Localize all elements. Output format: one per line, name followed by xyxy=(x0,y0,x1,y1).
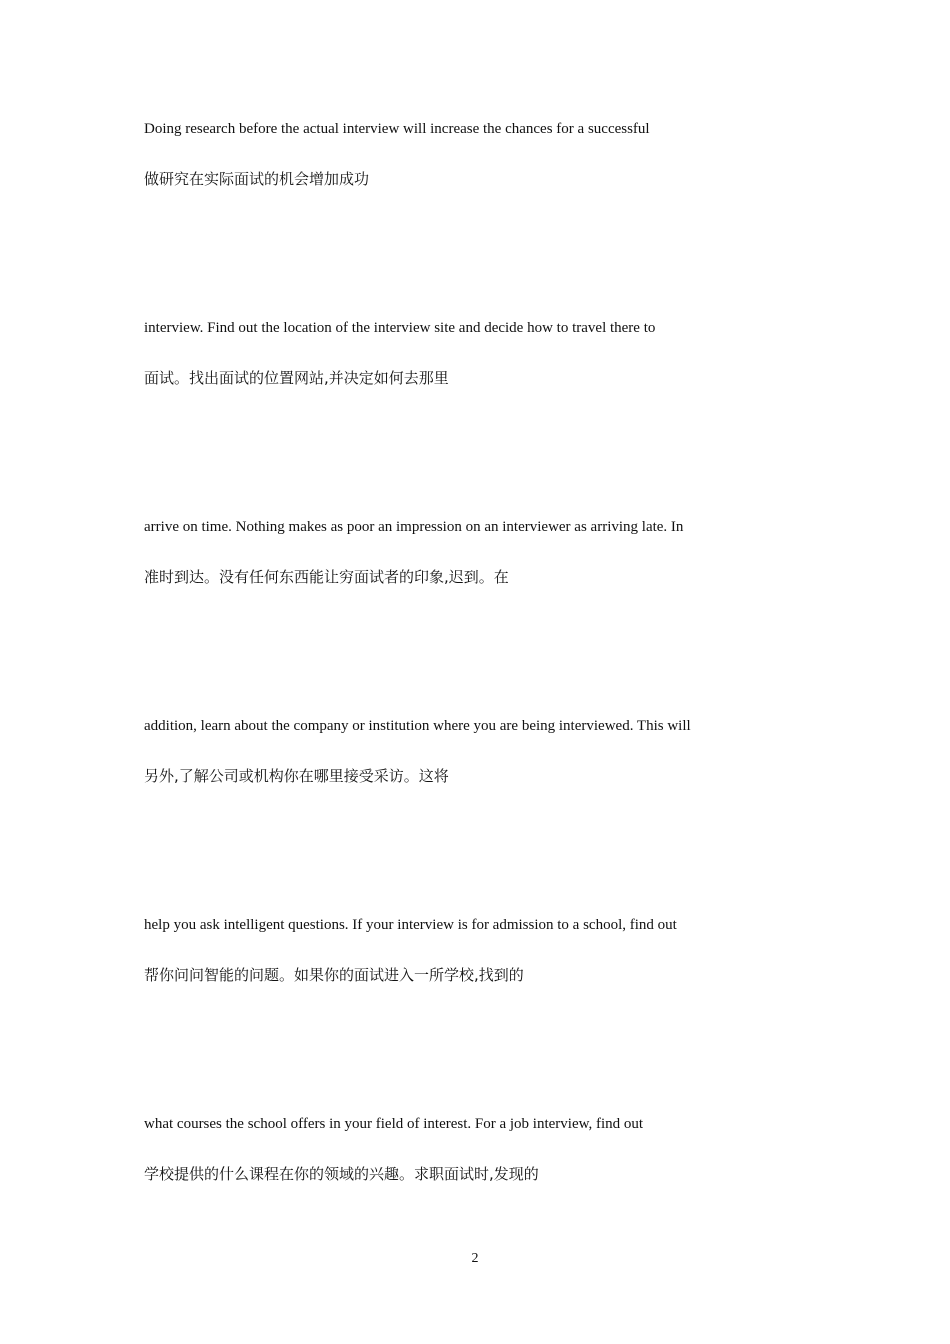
chinese-line-2: 面试。找出面试的位置网站,并决定如何去那里 xyxy=(144,369,449,387)
page-number: 2 xyxy=(471,1251,479,1266)
english-line-2: interview. Find out the location of the interview site and decide how to travel there to xyxy=(144,320,656,336)
chinese-line-4: 另外,了解公司或机构你在哪里接受采访。这将 xyxy=(144,767,449,785)
chinese-line-1: 做研究在实际面试的机会增加成功 xyxy=(144,170,370,188)
chinese-line-5: 帮你问问智能的问题。如果你的面试进入一所学校,找到的 xyxy=(144,966,524,984)
chinese-line-3: 准时到达。没有任何东西能让穷面试者的印象,迟到。在 xyxy=(144,568,509,586)
english-line-5: help you ask intelligent questions. If your interview is for admission to a school, find out xyxy=(144,917,677,933)
chinese-line-6: 学校提供的什么课程在你的领域的兴趣。求职面试时,发现的 xyxy=(144,1165,539,1183)
english-line-4: addition, learn about the company or institution where you are being interviewed. This will xyxy=(144,718,691,734)
english-line-6: what courses the school offers in your field of interest. For a job interview, find out xyxy=(144,1116,644,1132)
english-line-1: Doing research before the actual interview will increase the chances for a successful xyxy=(144,121,650,137)
english-line-3: arrive on time. Nothing makes as poor an impression on an interviewer as arriving late. In xyxy=(144,519,684,535)
